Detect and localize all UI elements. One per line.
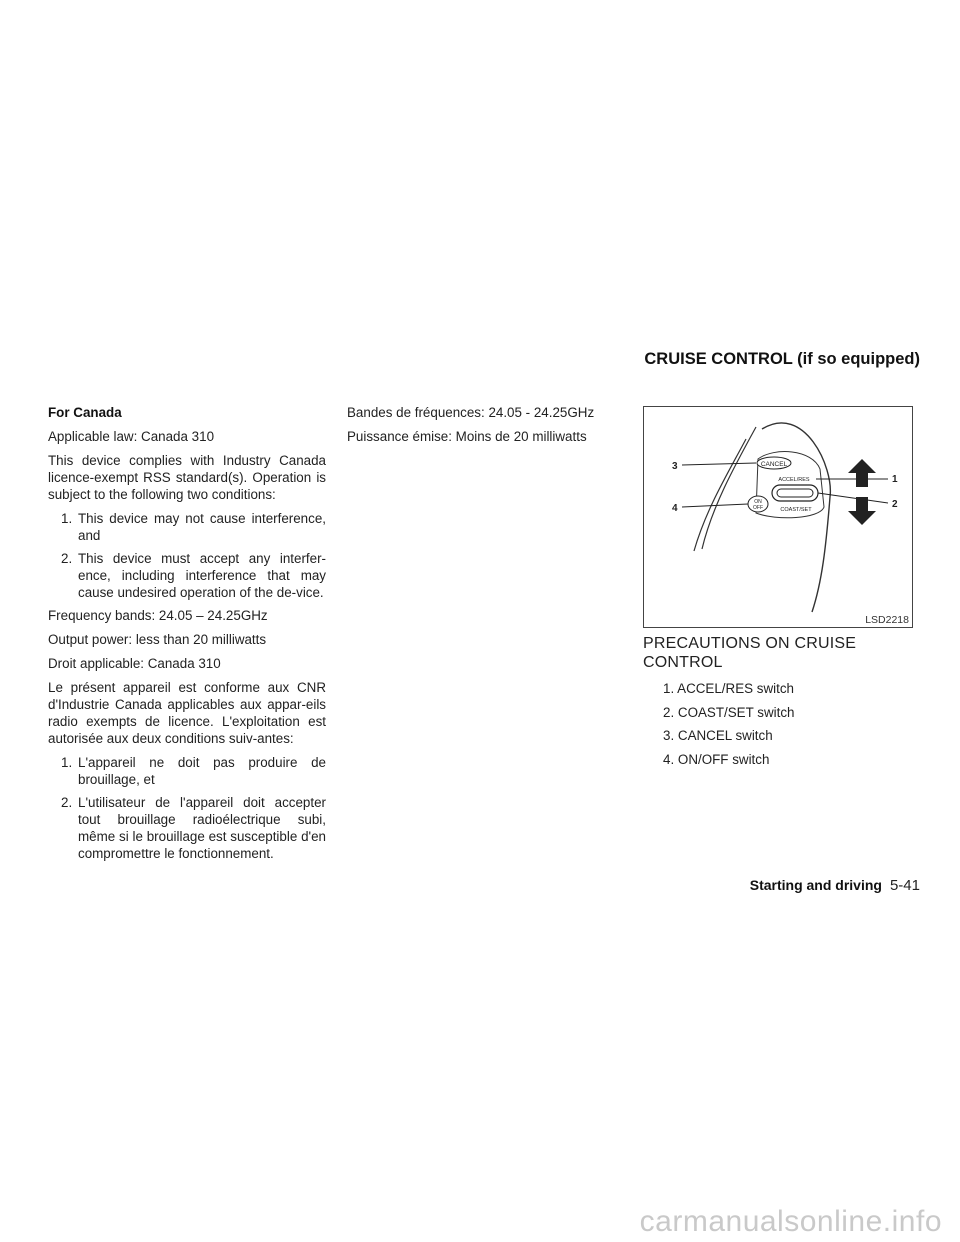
wheel-rim-line-inner (694, 439, 746, 551)
toggle-inner (777, 489, 813, 497)
watermark: carmanualsonline.info (639, 1205, 942, 1238)
callout-3: 3 (672, 461, 678, 472)
condition-item-fr: 1. L'appareil ne doit pas produire de brouillage, et (61, 755, 326, 787)
section-title: CRUISE CONTROL (if so equipped) (644, 350, 920, 368)
canada-column (48, 404, 326, 868)
switch-legend (643, 680, 913, 774)
cruise-switch-figure (643, 406, 913, 628)
callout-line-4 (682, 504, 748, 507)
droit-applicable: Droit applicable: Canada 310 (48, 656, 221, 671)
figure-code: LSD2218 (865, 614, 909, 626)
condition-item: 1. This device may not cause interference, and (61, 511, 326, 543)
on-label: ON (754, 499, 762, 505)
callout-2: 2 (892, 499, 898, 510)
conforme-text: Le présent appareil est conforme aux CNR d'Industrie Canada applicables aux appar-eils radio exempts de licence. L'exploitation est autorisée aux deux conditions suiv-antes: (48, 680, 326, 746)
output-power: Output power: less than 20 milliwatts (48, 632, 267, 647)
compliance-text: This device complies with Industry Canada licence-exempt RSS standard(s). Operation is subject to the following two conditions: (48, 453, 326, 502)
frequency-bands: Frequency bands: 24.05 – 24.25GHz (48, 608, 268, 623)
french-bands-column (347, 404, 617, 452)
footer-chapter-title: Starting and driving (749, 877, 882, 893)
cruise-switch-illustration (644, 407, 912, 627)
legend-item: 4. ON/OFF switch (663, 751, 770, 767)
condition-item-fr: 2. L'utilisateur de l'appareil doit accepter tout brouillage radioélectrique subi, même si le brouillage est susceptible d'en compromettre le fonctionnement. (61, 795, 326, 861)
callout-line-3 (682, 463, 756, 465)
precautions-title: PRECAUTIONS ON CRUISE CONTROL (643, 635, 857, 671)
up-arrow-icon (848, 459, 876, 487)
puissance-emise: Puissance émise: Moins de 20 milliwatts (347, 429, 587, 444)
condition-item: 2. This device must accept any interfer-ence, including interference that may cause undesired operation of the de-vice. (61, 551, 326, 600)
legend-item: 3. CANCEL switch (663, 728, 773, 743)
for-canada-heading: For Canada (48, 405, 122, 420)
accel-res-label: ACCEL/RES (778, 477, 810, 483)
callout-line-2 (818, 493, 888, 503)
wheel-rim-line-outer (702, 427, 756, 549)
down-arrow-icon (848, 497, 876, 525)
callout-4: 4 (672, 503, 678, 514)
coast-set-label: COAST/SET (780, 507, 812, 513)
legend-item: 2. COAST/SET switch (663, 704, 795, 720)
applicable-law: Applicable law: Canada 310 (48, 429, 215, 444)
bandes-frequences: Bandes de fréquences: 24.05 - 24.25GHz (347, 405, 595, 420)
callout-1: 1 (892, 474, 898, 485)
page-number: 5-41 (889, 877, 920, 894)
legend-item: 1. ACCEL/RES switch (663, 681, 794, 696)
page-footer (560, 877, 920, 894)
off-label: OFF (753, 505, 763, 511)
cancel-label: CANCEL (760, 461, 788, 468)
